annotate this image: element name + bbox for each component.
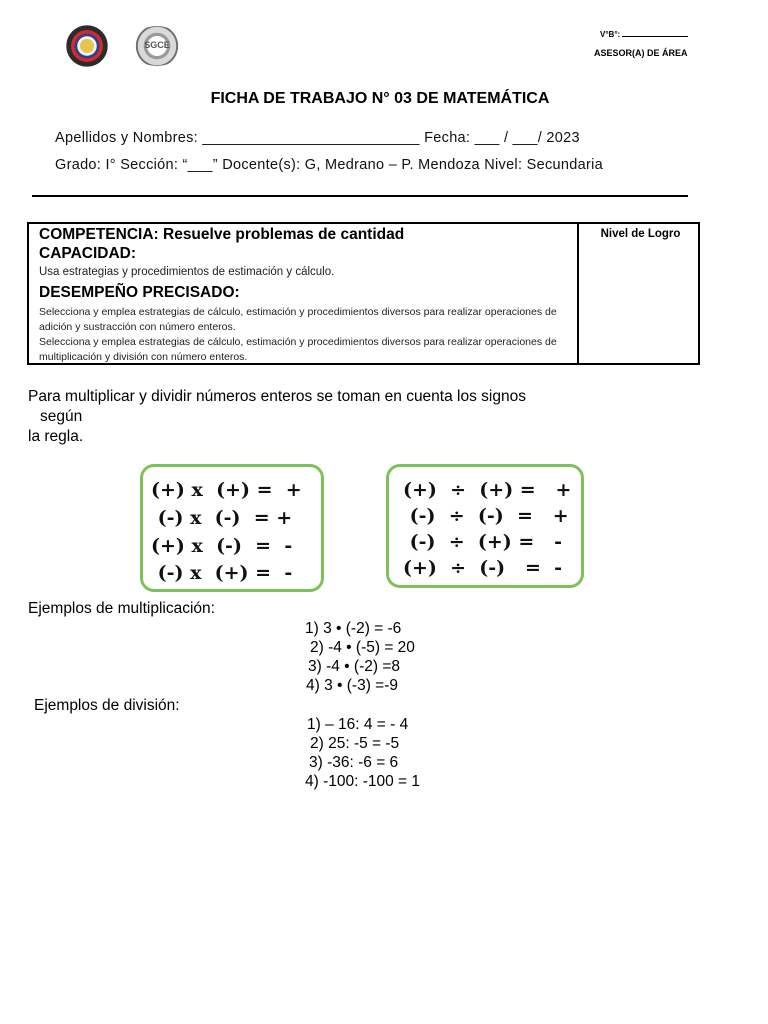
mult-example-1: 1) 3 • (-2) = -6 xyxy=(305,620,402,637)
mult-example-2: 2) -4 • (-5) = 20 xyxy=(310,639,415,656)
div-example-3: 3) -36: -6 = 6 xyxy=(309,754,399,771)
div-examples-label: Ejemplos de división: xyxy=(34,697,180,714)
mult-rule-2: (-) x (-) = + xyxy=(151,507,293,529)
page-title: FICHA DE TRABAJO N° 03 DE MATEMÁTICA xyxy=(210,90,550,107)
emblem-center-icon xyxy=(80,39,94,53)
div-rule-4: (+) ÷ (-) = - xyxy=(403,557,563,579)
intro-line-3: la regla. xyxy=(28,428,84,445)
mult-example-4: 4) 3 • (-3) =-9 xyxy=(306,677,398,694)
asesor-label: ASESOR(A) DE ÁREA xyxy=(594,48,688,58)
div-example-2: 2) 25: -5 = -5 xyxy=(310,735,400,752)
nivel-logro-header: Nivel de Logro xyxy=(600,228,681,240)
capacidad-heading: CAPACIDAD: xyxy=(39,245,137,262)
desempeno-heading: DESEMPEÑO PRECISADO: xyxy=(39,284,240,301)
competencia-heading: COMPETENCIA: Resuelve problemas de cantidad xyxy=(39,226,405,243)
desempeno-text-1: Selecciona y emplea estrategias de cálculo, estimación y procedimientos diversos para realizar operaciones de adición y sustracción con número enteros. xyxy=(39,306,557,333)
intro-paragraph xyxy=(28,387,700,447)
mult-rule-3: (+) x (-) = - xyxy=(151,535,293,557)
desempeno-text-2: Selecciona y emplea estrategias de cálculo, estimación y procedimientos diversos para realizar operaciones de multiplicación y división con número enteros. xyxy=(39,336,557,363)
division-rules-box xyxy=(386,464,584,588)
vb-field: V°B°: xyxy=(600,30,688,39)
div-example-4: 4) -100: -100 = 1 xyxy=(305,773,421,790)
div-rule-1: (+) ÷ (+) = + xyxy=(403,479,572,501)
table-column-divider xyxy=(577,224,579,363)
div-example-1: 1) – 16: 4 = - 4 xyxy=(307,716,409,733)
competency-table xyxy=(27,222,700,365)
div-rule-2: (-) ÷ (-) = + xyxy=(403,505,569,527)
intro-line-2: según xyxy=(40,408,83,425)
header-divider xyxy=(32,195,688,197)
student-info-line: Apellidos y Nombres: __________________________ Fecha: ___ / ___/ 2023 xyxy=(55,130,580,146)
multiplication-rules-box xyxy=(140,464,324,592)
mult-example-3: 3) -4 • (-2) =8 xyxy=(308,658,400,675)
mult-rule-4: (-) x (+) = - xyxy=(151,562,293,584)
div-rule-3: (-) ÷ (+) = - xyxy=(403,531,563,553)
institution-logo xyxy=(60,25,114,67)
mult-rule-1: (+) x (+) = + xyxy=(151,479,302,501)
capacidad-text: Usa estrategias y procedimientos de estimación y cálculo. xyxy=(39,266,335,278)
course-info-line: Grado: I° Sección: “___” Docente(s): G, Medrano – P. Mendoza Nivel: Secundaria xyxy=(55,157,603,173)
sgce-logo: SGCE xyxy=(131,26,183,66)
intro-line-1: Para multiplicar y dividir números enteros se toman en cuenta los signos xyxy=(28,388,526,405)
vb-signature-line xyxy=(622,36,688,37)
mult-examples-label: Ejemplos de multiplicación: xyxy=(28,600,215,617)
